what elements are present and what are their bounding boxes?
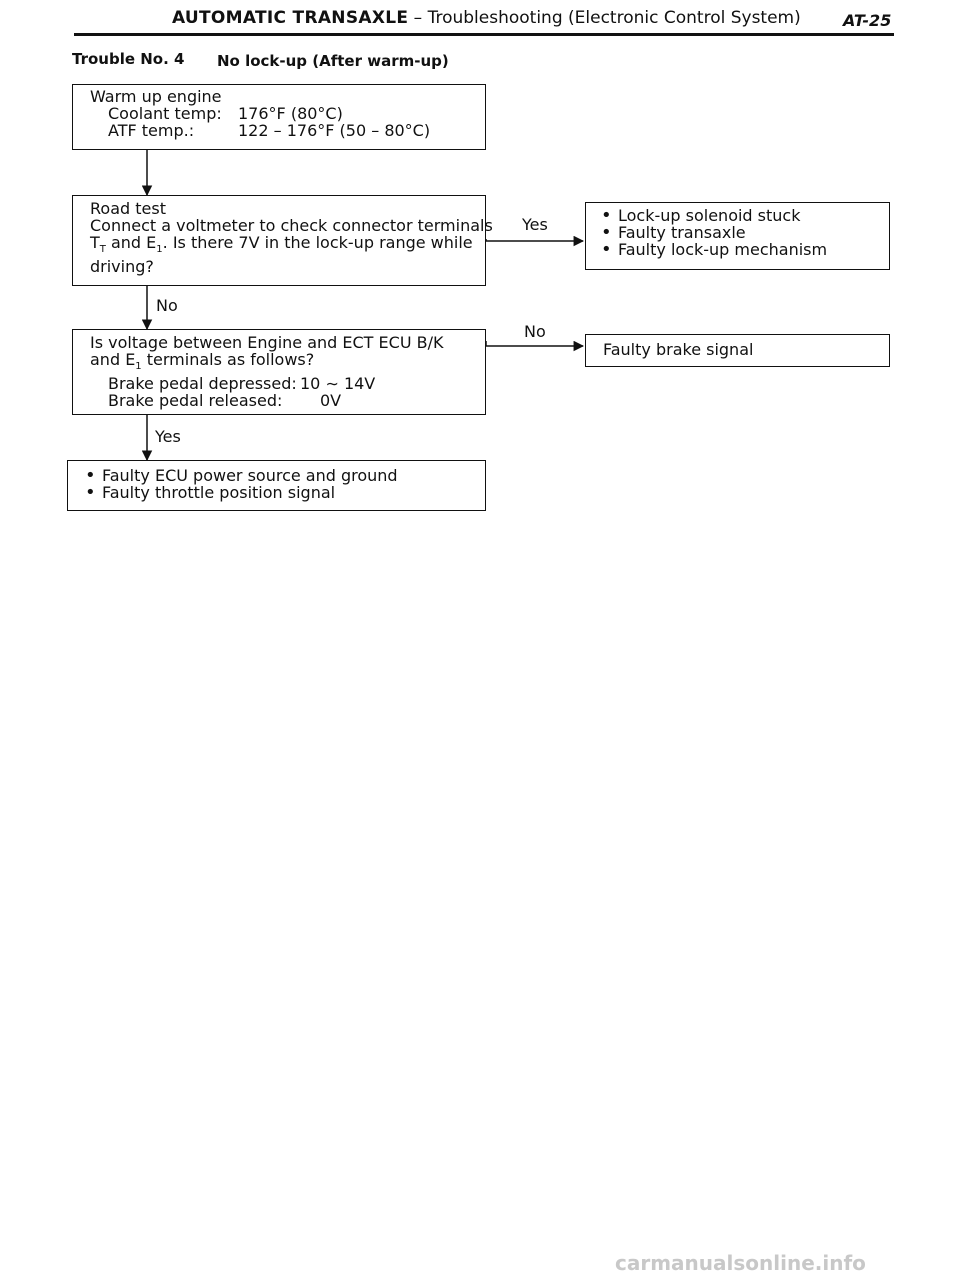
label-yes-down: Yes [155, 427, 181, 446]
arrow-voltage-to-brake [486, 341, 583, 346]
lockup-result-box [585, 202, 890, 270]
brake-result-item: Faulty brake signal [603, 340, 754, 359]
roadtest-question-end: driving? [90, 257, 154, 277]
roadtest-question [90, 234, 485, 258]
voltage-question-2 [90, 351, 485, 375]
ecu-result-box [67, 460, 486, 511]
voltage-terminal-e: and E [90, 350, 136, 369]
voltage-question: Is voltage between Engine and ECT ECU B/K [90, 333, 444, 352]
label-no-down: No [156, 296, 178, 315]
roadtest-instruction: Connect a voltmeter to check connector terminals [90, 216, 493, 235]
voltage-box [72, 329, 486, 415]
terminal-e: and E [105, 233, 157, 252]
coolant-row [90, 105, 485, 122]
terminal-t-sub: T [99, 244, 106, 256]
lockup-result-item: • Lock-up solenoid stuck [601, 207, 889, 224]
coolant-value: 176°F (80°C) [238, 104, 343, 123]
voltage-question-rest: terminals as follows? [141, 350, 315, 369]
pedal-released-row [90, 392, 485, 409]
warmup-box [72, 84, 486, 150]
ecu-result-item: • Faulty ECU power source and ground [85, 467, 485, 484]
roadtest-box [72, 195, 493, 286]
arrow-roadtest-to-lockup [486, 239, 583, 241]
lockup-result-item: • Faulty transaxle [601, 224, 889, 241]
terminal-t: T [90, 233, 100, 252]
label-no-right: No [524, 322, 546, 341]
atf-label: ATF temp.: [108, 121, 195, 140]
ecu-result-item: • Faulty throttle position signal [85, 484, 485, 501]
roadtest-question-rest: . Is there 7V in the lock-up range while [162, 233, 473, 252]
brake-result-box [585, 334, 890, 367]
trouble-description: No lock-up (After warm-up) [217, 52, 449, 70]
atf-value: 122 – 176°F (50 – 80°C) [238, 121, 431, 140]
watermark: carmanualsonline.info [615, 1251, 866, 1275]
coolant-label: Coolant temp: [108, 104, 222, 123]
lockup-result-item: • Faulty lock-up mechanism [601, 241, 889, 258]
section-name: AUTOMATIC TRANSAXLE [172, 8, 409, 28]
pedal-depressed-value: 10 ∼ 14V [300, 374, 376, 394]
atf-row [90, 122, 485, 139]
section-subtitle: – Troubleshooting (Electronic Control System) [408, 8, 801, 28]
pedal-released-label: Brake pedal released: [108, 391, 283, 411]
pedal-depressed-row [90, 375, 485, 392]
voltage-terminal-e-sub: 1 [135, 361, 142, 373]
pedal-depressed-label: Brake pedal depressed: [108, 374, 297, 394]
page-number: AT-25 [843, 11, 892, 30]
roadtest-title: Road test [90, 199, 166, 218]
pedal-released-value: 0V [320, 391, 342, 411]
trouble-number: Trouble No. 4 [72, 50, 185, 68]
label-yes-right: Yes [522, 215, 548, 234]
warmup-title: Warm up engine [90, 87, 222, 106]
terminal-e-sub: 1 [156, 244, 163, 256]
